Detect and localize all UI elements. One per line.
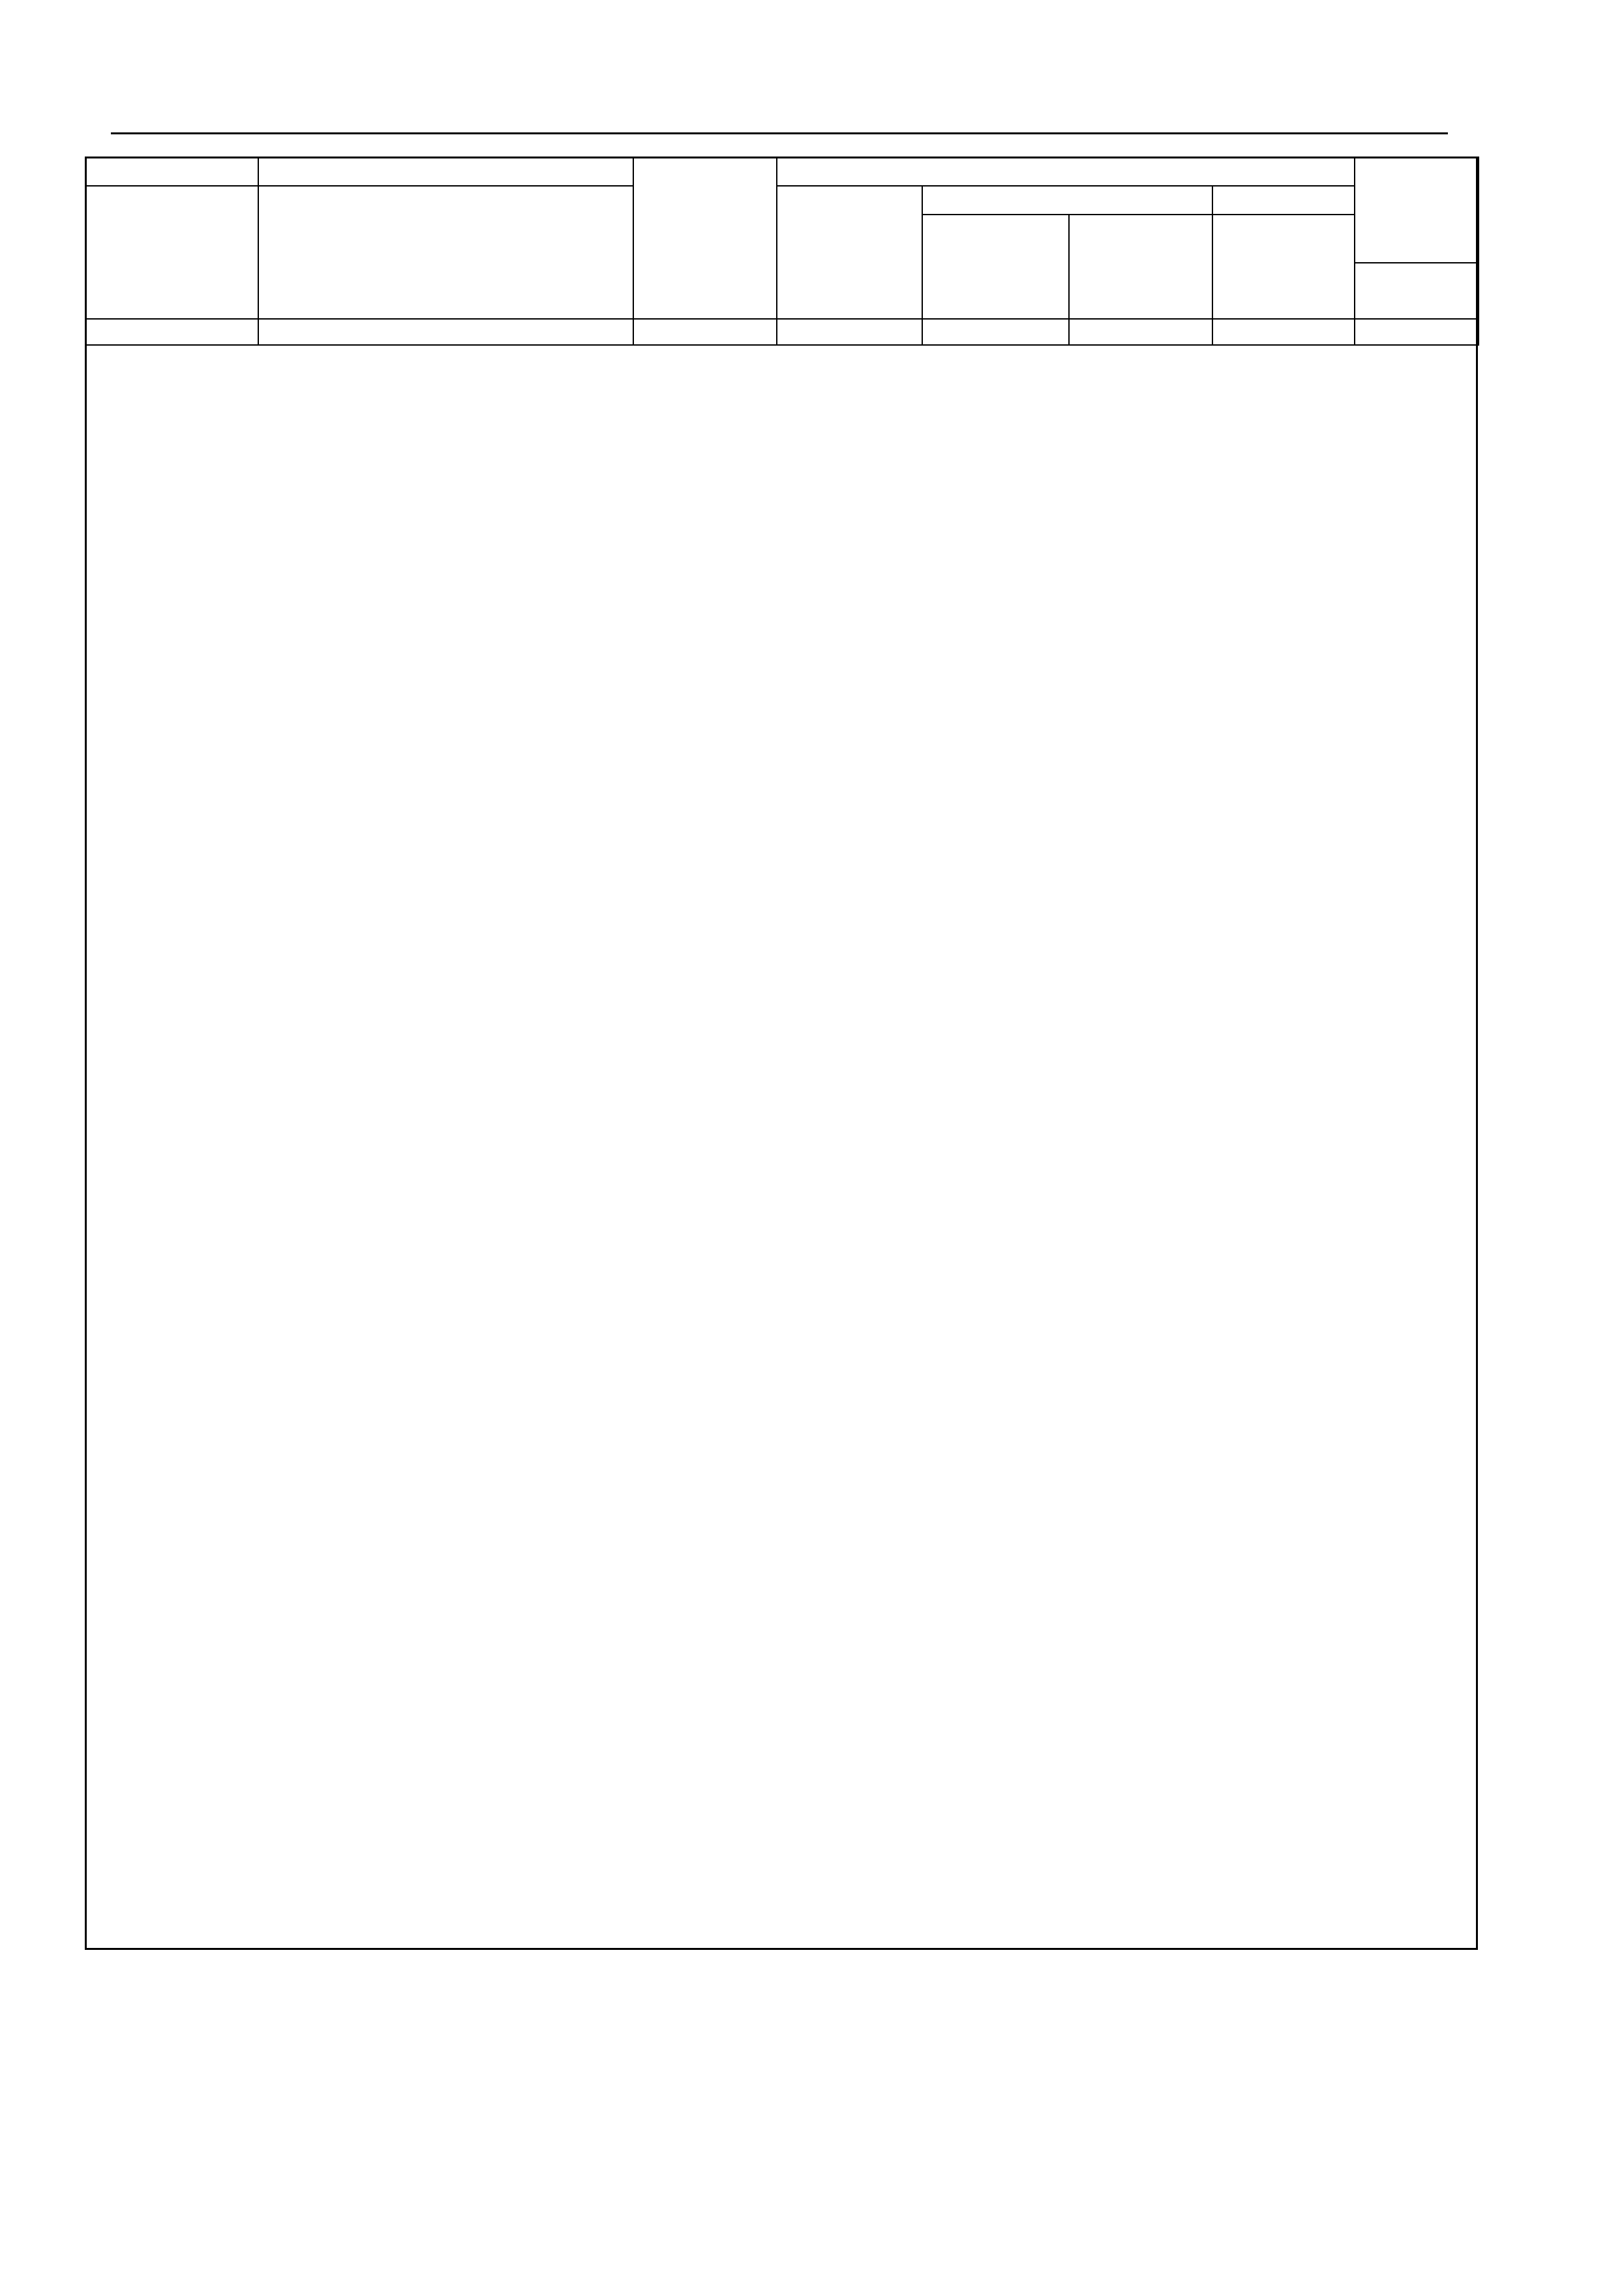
header-rule [111, 132, 1448, 134]
hdr-materials-sub [1212, 215, 1355, 319]
hdr-pay [777, 186, 922, 319]
col-number [258, 319, 633, 345]
hdr-machines [922, 186, 1212, 215]
hdr-direct [633, 157, 777, 319]
col-number [85, 319, 258, 345]
hdr-labor-cell [1355, 157, 1479, 319]
hdr-incl-pay [1069, 215, 1212, 319]
column-header-table [85, 157, 1479, 346]
hdr-mass [1355, 262, 1478, 263]
hdr-total [922, 215, 1069, 319]
hdr-materials [1212, 186, 1355, 215]
hdr-name-bottom [258, 186, 633, 319]
hdr-labor [1359, 158, 1474, 262]
hdr-codes-top [85, 157, 258, 186]
content-frame [85, 157, 1478, 1950]
col-number [1212, 319, 1355, 345]
col-number [633, 319, 777, 345]
col-number [777, 319, 922, 345]
hdr-codes-bottom [85, 186, 258, 319]
hdr-incl [777, 157, 1355, 186]
col-number [1069, 319, 1212, 345]
col-number [1355, 319, 1479, 345]
hdr-name-top [258, 157, 633, 186]
col-number [922, 319, 1069, 345]
